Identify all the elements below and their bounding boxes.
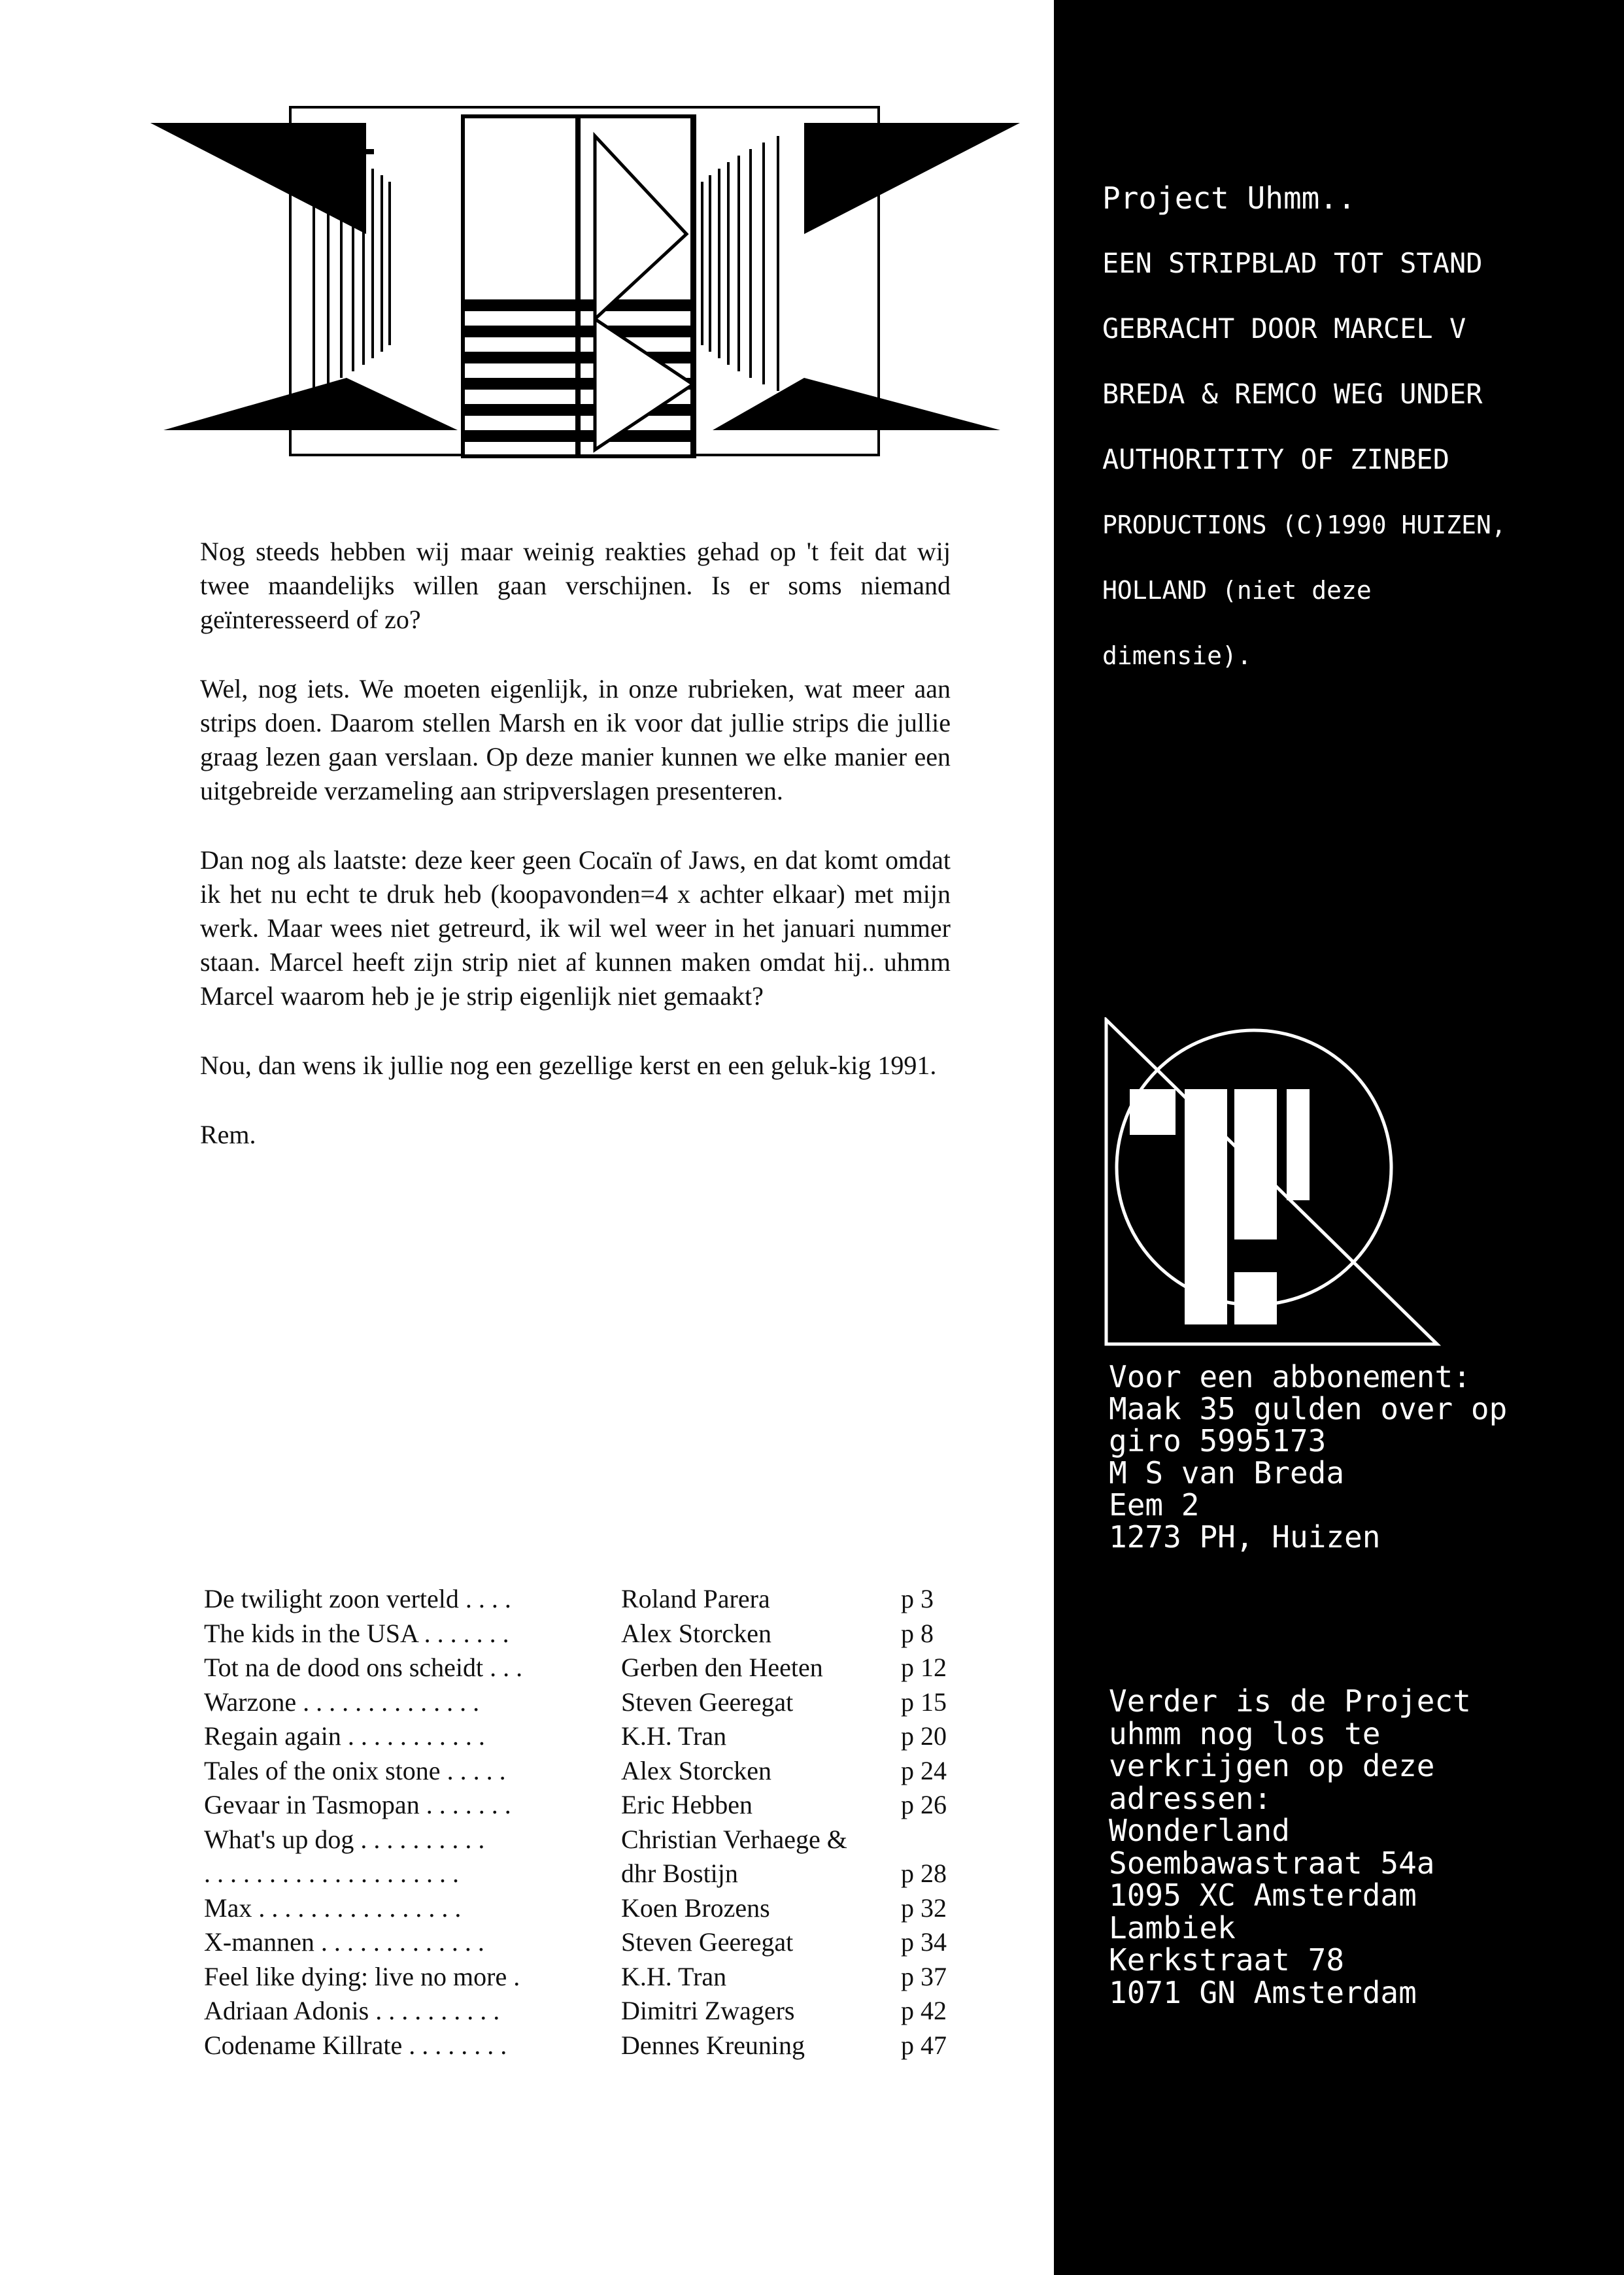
toc-author: K.H. Tran <box>621 1961 727 1991</box>
editorial-signature: Rem. <box>200 1120 256 1149</box>
toc-author: Alex Storcken <box>621 1755 771 1785</box>
toc-row <box>204 1755 962 1790</box>
toc-author: Koen Brozens <box>621 1893 770 1923</box>
toc-row <box>204 1995 962 2030</box>
toc-page: p 15 <box>901 1687 947 1717</box>
credits-line: Project Uhmm.. <box>1102 180 1356 216</box>
toc-page: p 20 <box>901 1721 947 1751</box>
editorial-paragraph: Nog steeds hebben wij maar weinig reakties gehad op 't feit dat wij twee maandelijks willen gaan verschijnen. Is er soms niemand geïnteresseerd of zo? <box>200 537 951 634</box>
toc-title: . . . . . . . . . . . . . . . . . . . . <box>204 1859 459 1888</box>
toc-title: Tales of the onix stone . . . . . <box>204 1755 506 1785</box>
zinbed-logo <box>1104 1017 1444 1357</box>
toc-title: Feel like dying: live no more . <box>204 1961 520 1991</box>
subscription-info <box>1109 1361 1606 1553</box>
subscription-line: M S van Breda <box>1109 1455 1345 1491</box>
address-line: Lambiek <box>1109 1910 1236 1946</box>
toc-author: Dennes Kreuning <box>621 2030 805 2060</box>
toc-page: p 8 <box>901 1618 934 1648</box>
toc-row <box>204 1824 962 1859</box>
subscription-line: 1273 PH, Huizen <box>1109 1519 1381 1555</box>
toc-row <box>204 1789 962 1824</box>
toc-title: X-mannen . . . . . . . . . . . . . <box>204 1927 484 1957</box>
address-line: 1071 GN Amsterdam <box>1109 1974 1417 2010</box>
toc-author: Steven Geeregat <box>621 1687 794 1717</box>
toc-page: p 3 <box>901 1584 934 1613</box>
toc-author: Eric Hebben <box>621 1790 753 1819</box>
toc-author: Christian Verhaege & <box>621 1824 847 1854</box>
toc-page: p 28 <box>901 1859 947 1888</box>
credits-line: HOLLAND (niet deze <box>1102 576 1372 605</box>
toc-title: What's up dog . . . . . . . . . . <box>204 1824 485 1854</box>
toc-row <box>204 1721 962 1755</box>
toc-row <box>204 1618 962 1653</box>
address-line: Kerkstraat 78 <box>1109 1942 1345 1978</box>
address-line: verkrijgen op deze <box>1109 1748 1435 1783</box>
toc-title: Warzone . . . . . . . . . . . . . . <box>204 1687 480 1717</box>
toc-title: Max . . . . . . . . . . . . . . . . <box>204 1893 462 1923</box>
subscription-line: giro 5995173 <box>1109 1423 1327 1458</box>
toc-author: dhr Bostijn <box>621 1859 738 1888</box>
credits-line: AUTHORITITY OF ZINBED <box>1102 443 1450 475</box>
toc-page: p 42 <box>901 1996 947 2025</box>
editorial-paragraph: Wel, nog iets. We moeten eigenlijk, in onze rubrieken, wat meer aan strips doen. Daarom stellen Marsh en ik voor dat jullie strips die jullie graag lezen gaan verslaan. Op deze manier kunnen we elke manier een uitgebreide verzameling aan stripverslagen presenteren. <box>200 674 951 805</box>
toc-row <box>204 1927 962 1961</box>
toc-page: p 26 <box>901 1790 947 1819</box>
address-line: uhmm nog los te <box>1109 1715 1381 1751</box>
toc-page: p 47 <box>901 2030 947 2060</box>
table-of-contents <box>204 1583 962 2064</box>
editorial-text <box>200 535 951 1187</box>
toc-title: De twilight zoon verteld . . . . <box>204 1584 511 1613</box>
subscription-line: Eem 2 <box>1109 1487 1200 1523</box>
toc-page: p 24 <box>901 1755 947 1785</box>
toc-author: Steven Geeregat <box>621 1927 794 1957</box>
toc-row <box>204 1687 962 1721</box>
address-line: Soembawastraat 54a <box>1109 1845 1435 1881</box>
shop-addresses <box>1109 1685 1606 2009</box>
credits-line: BREDA & REMCO WEG UNDER <box>1102 378 1483 410</box>
toc-title: Gevaar in Tasmopan . . . . . . . <box>204 1790 511 1819</box>
credits-line: GEBRACHT DOOR MARCEL V <box>1102 312 1466 345</box>
toc-title: Regain again . . . . . . . . . . . <box>204 1721 485 1751</box>
toc-title: Adriaan Adonis . . . . . . . . . . <box>204 1996 500 2025</box>
toc-author: Gerben den Heeten <box>621 1653 823 1682</box>
toc-title: The kids in the USA . . . . . . . <box>204 1618 509 1648</box>
credits-line: dimensie). <box>1102 641 1252 670</box>
editorial-paragraph: Nou, dan wens ik jullie nog een gezellige kerst en een geluk-kig 1991. <box>200 1051 937 1080</box>
toc-author: Alex Storcken <box>621 1618 771 1648</box>
credits-line: EEN STRIPBLAD TOT STAND <box>1102 247 1483 279</box>
toc-row <box>204 1893 962 1927</box>
credits-line: PRODUCTIONS (C)1990 HUIZEN, <box>1102 511 1506 539</box>
toc-author: Roland Parera <box>621 1584 770 1613</box>
toc-row <box>204 1858 962 1893</box>
toc-page: p 37 <box>901 1961 947 1991</box>
toc-title: Tot na de dood ons scheidt . . . <box>204 1653 523 1682</box>
subscription-line: Maak 35 gulden over op <box>1109 1391 1508 1426</box>
editorial-paragraph: Dan nog als laatste: deze keer geen Cocaïn of Jaws, en dat komt omdat ik het nu echt te druk heb (koopavonden=4 x achter elkaar) met mijn werk. Maar wees niet getreurd, ik wil wel weer in het januari nummer staan. Marcel heeft zijn strip niet af kunnen maken omdat hij.. uhmm Marcel waarom heb je je strip eigenlijk niet gemaakt? <box>200 845 951 1011</box>
address-line: Wonderland <box>1109 1813 1290 1848</box>
toc-page: p 12 <box>901 1653 947 1682</box>
toc-page: p 34 <box>901 1927 947 1957</box>
toc-author: K.H. Tran <box>621 1721 727 1751</box>
address-line: 1095 XC Amsterdam <box>1109 1878 1417 1913</box>
subscription-line: Voor een abbonement: <box>1109 1359 1471 1394</box>
toc-row <box>204 1583 962 1618</box>
toc-page: p 32 <box>901 1893 947 1923</box>
toc-title: Codename Killrate . . . . . . . . <box>204 2030 507 2060</box>
credits-block <box>1102 149 1599 705</box>
toc-row <box>204 2030 962 2064</box>
address-line: Verder is de Project <box>1109 1683 1471 1719</box>
address-line: adressen: <box>1109 1780 1272 1816</box>
toc-row <box>204 1652 962 1687</box>
header-illustration <box>150 103 1020 469</box>
toc-row <box>204 1961 962 1996</box>
toc-author: Dimitri Zwagers <box>621 1996 795 2025</box>
